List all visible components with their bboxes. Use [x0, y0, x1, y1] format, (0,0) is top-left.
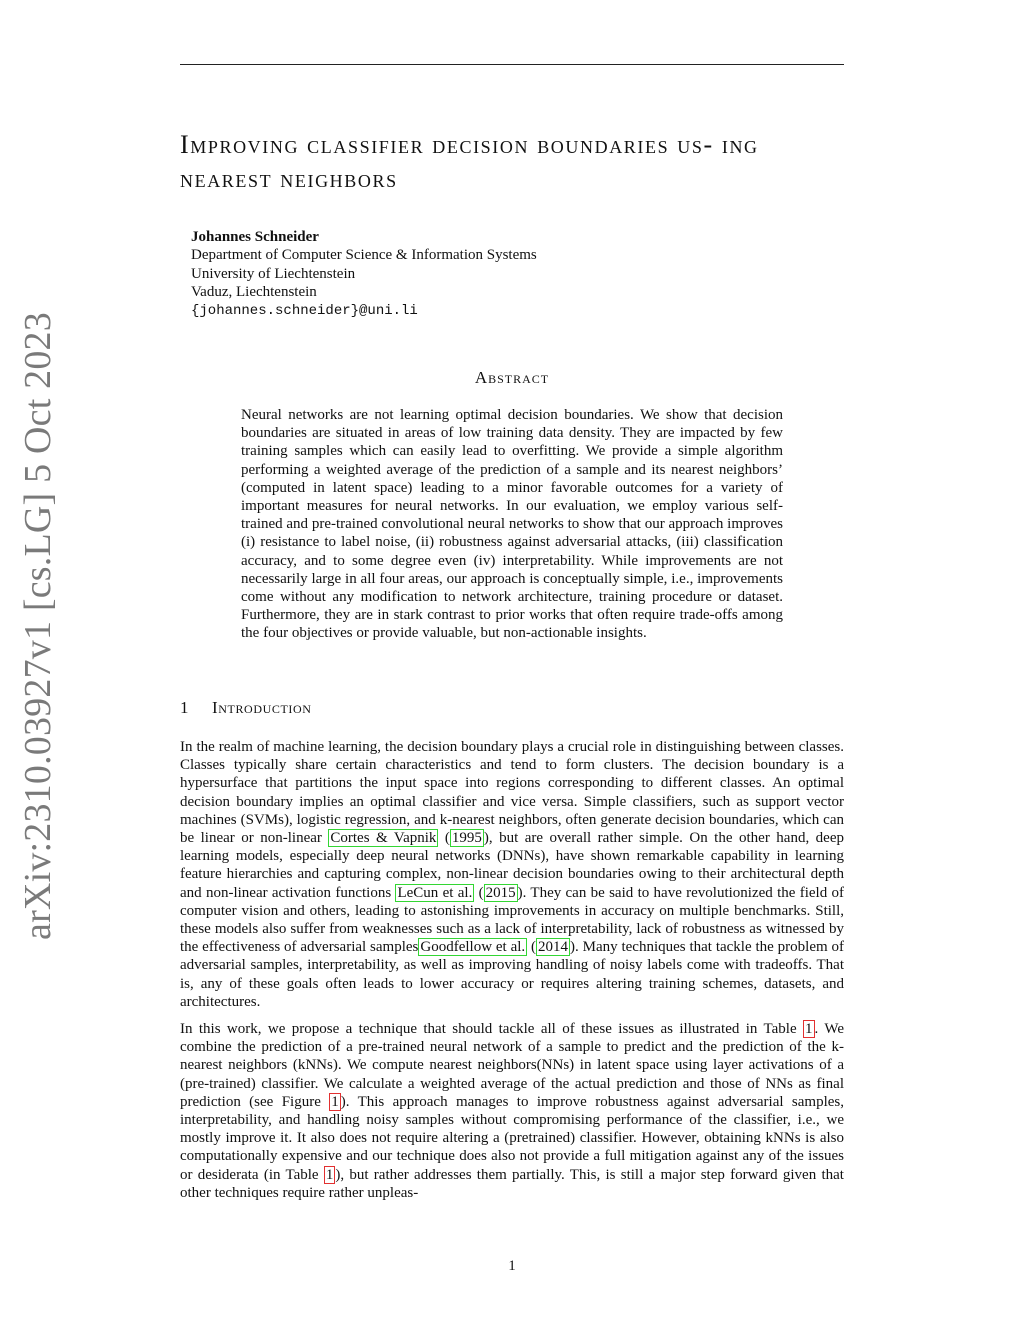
section-number: 1: [180, 698, 190, 717]
citation-link[interactable]: LeCun et al.: [397, 884, 473, 901]
section-title: Introduction: [212, 698, 312, 717]
paragraph: [180, 738, 844, 1011]
citation-link[interactable]: 1995: [451, 830, 482, 847]
author-email[interactable]: {johannes.schneider}@uni.li: [191, 302, 418, 319]
author-department: Department of Computer Science & Information Systems: [191, 247, 537, 264]
text-run: In this work, we propose a technique that should tackle all of these issues as illustrated in Table: [180, 1021, 804, 1038]
citation-link[interactable]: 2014: [538, 939, 569, 956]
abstract-heading: Abstract: [474, 368, 550, 387]
paragraph: [180, 1020, 844, 1202]
author-block: [191, 228, 711, 320]
author-university: University of Liechtenstein: [191, 265, 356, 282]
table-ref-link[interactable]: 1: [805, 1021, 813, 1038]
text-run: ). Many techniques that tackle the problem of adversarial samples, interpretability, as well as improving handling of noisy labels come with tradeoffs. That is, any of these goals often leads to lower accuracy or requires altering training schemes, datasets, and architectures.: [180, 939, 844, 1010]
text-run: ). This approach manages to improve robustness against adversarial samples, interpretability, and handling noisy samples without compromising performance of the classifier, i.e., we mostly improve it. It also does not require altering a (pretrained) classifier. However, obtaining kNNs is also computationally expensive and our technique does also not provide a full mitigation against any of the issues or desiderata (in Table: [180, 1093, 844, 1183]
arxiv-stamp: arXiv:2310.03927v1 [cs.LG] 5 Oct 2023: [17, 312, 59, 940]
text-run: (: [474, 884, 484, 901]
text-run: (: [438, 830, 450, 847]
author-name: Johannes Schneider: [191, 229, 319, 245]
section-heading: [180, 698, 680, 718]
text-run: ). They can be said to have revolutionized the field of computer vision and others, leading to astonishing improvements in accuracy on multiple benchmarks. Still, these models also suffer from weaknesses such as a lack of interpretability, lack of robustness as witnessed by the effectiveness of adversarial samples: [180, 884, 844, 956]
paper-title: Improving classifier decision boundaries us- ing nearest neighbors: [180, 130, 759, 193]
author-location: Vaduz, Liechtenstein: [191, 284, 317, 301]
header-rule: [180, 64, 844, 65]
text-run: ), but rather addresses them partially. This, is still a major step forward given that other techniques require rather unpleas-: [180, 1166, 844, 1201]
page-number: 1: [508, 1258, 516, 1274]
citation-link[interactable]: 2015: [485, 884, 516, 901]
text-run: (: [527, 939, 537, 956]
citation-link[interactable]: Goodfellow et al.: [420, 939, 526, 956]
abstract-text: Neural networks are not learning optimal decision boundaries. We show that decision boundaries are situated in areas of low training data density. They are impacted by few training samples which can easily lead to overfitting. We provide a simple algorithm performing a weighted average of the prediction of a sample and its nearest neighbors’ (computed in latent space) leading to a minor favorable outcomes for a variety of important measures for neural networks. In our evaluation, we employ various self-trained and pre-trained convolutional neural networks to show that our approach improves (i) resistance to label noise, (ii) robustness against adversarial attacks, (iii) classification accuracy, and to some degree even (iv) interpretability. While improvements are not necessarily large in all four areas, our approach is conceptually simple, i.e., improvements come without any modification to network architecture, training procedure or dataset. Furthermore, they are in stark contrast to prior works that often require trade-offs among the four objectives or provide valuable, but non-actionable insights.: [241, 407, 783, 642]
body-text: [180, 738, 844, 1211]
figure-ref-link[interactable]: 1: [331, 1093, 339, 1110]
text-run: . We combine the prediction of a pre-trained neural network of a sample to predict and the prediction of the k-nearest neighbors (kNNs). We compute nearest neighbors(NNs) in latent space using layer activations of a (pre-trained) classifier. We calculate a weighted average of the actual prediction and those of NNs as final prediction (see Figure: [180, 1021, 844, 1110]
citation-link[interactable]: Cortes & Vapnik: [330, 830, 437, 847]
text-run: In the realm of machine learning, the decision boundary plays a crucial role in distinguishing between classes. Classes typically share certain characteristics and tend to form clusters. The decision boundary is a hypersurface that partitions the input space into regions corresponding to different classes. An optimal decision boundary implies an optimal classifier and vice versa. Simple classifiers, such as support vector machines (SVMs), logistic regression, and k-nearest neighbors, often generate decision boundaries, which can be linear or non-linear: [180, 739, 844, 847]
text-run: ), but are overall rather simple. On the other hand, deep learning models, especially deep neural networks (DNNs), have shown remarkable capability in learning feature hierarchies and capturing complex, non-linear decision boundaries owing to their architectural depth and non-linear activation functions: [180, 830, 844, 901]
table-ref-link[interactable]: 1: [325, 1166, 334, 1183]
